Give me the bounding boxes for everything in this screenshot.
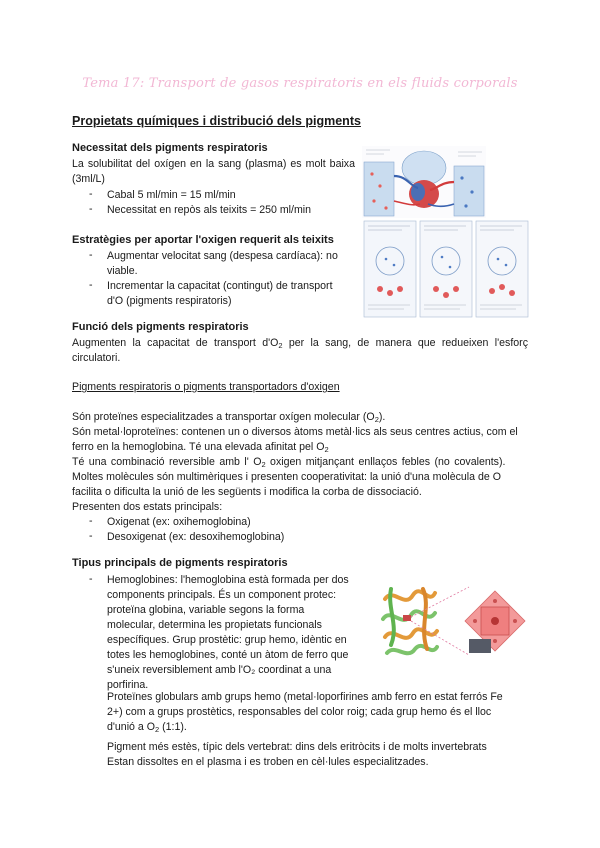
bullet-dash: - — [89, 515, 93, 527]
hb-line: components principals. És un component protec: — [107, 589, 337, 601]
bullet-dash: - — [89, 530, 93, 542]
list-item-velocitat: Augmentar velocitat sang (despesa cardíaca): no — [107, 250, 338, 262]
paragraph-estats: Presenten dos estats principals: — [72, 501, 223, 513]
section-heading-estrategies: Estratègies per aportar l'oxigen requerit als teixits — [72, 234, 334, 246]
paragraph-combinacio: Té una combinació reversible amb l' $O_2$ oxigen mitjançant enllaços febles (no covalents). — [72, 456, 506, 469]
section-heading-tipus: Tipus principals de pigments respiratoris — [72, 557, 288, 569]
paragraph-solubilitat: La solubilitat del oxígen en la sang (plasma) es molt baixa (3ml/L) — [72, 158, 355, 186]
bullet-dash: - — [89, 249, 93, 261]
list-item-cabal: Cabal 5 ml/min = 15 ml/min — [107, 189, 236, 201]
paragraph-globulars-l3: d'unió a $O_2$ (1:1). — [107, 721, 187, 734]
hb-line: porfirina. — [107, 679, 149, 691]
hb-line: s'uneix reversiblement amb l'O₂ coordinat a una — [107, 664, 332, 676]
bullet-dash: - — [89, 573, 93, 585]
paragraph-metalloproteines: Són metal·loproteïnes: contenen un o diversos àtoms metàl·lics als seus centres actius, com el ferro en la hemoglobina. Té una elevada afinitat pel $O_2$ — [72, 426, 518, 455]
bullet-dash: - — [89, 188, 93, 200]
section-heading-funcio: Funció dels pigments respiratoris — [72, 321, 249, 333]
hb-line: proteïna globina, variable segons la forma — [107, 604, 305, 616]
bullet-dash: - — [89, 203, 93, 215]
hb-line: específiques. Grup prostètic: grup hemo, idèntic en — [107, 634, 347, 646]
bullet-dash: - — [89, 279, 93, 291]
section-heading-necessitat: Necessitat dels pigments respiratoris — [72, 142, 268, 154]
paragraph-funcio: Augmenten la capacitat de transport $d'O_2$ per la sang, de manera que redueixen l'esforç circulatori. — [72, 337, 528, 365]
section-heading-pigments: Pigments respiratoris o pigments transportadors d'oxigen — [72, 381, 340, 393]
paragraph-globulars-l1: Proteïnes globulars amb grups hemo (metal·loporfirines amb ferro en estat ferrós Fe — [107, 691, 503, 703]
list-item-capacitat: Incrementar la capacitat (contingut) de transport — [107, 280, 333, 292]
hemoglobin-structure — [377, 579, 527, 663]
paragraph-multimeriques: Moltes molècules són multimèriques i presenten cooperativitat: la unió d'una molècula de O facilita o dificulta la unió de les següents i modifica la corba de dissociació. — [72, 471, 501, 499]
gas-exchange-panels — [362, 219, 530, 319]
document-title: Tema 17: Transport de gasos respiratoris en els fluids corporals — [82, 76, 518, 91]
hb-line: totes les hemoglobines, conté un àtom de ferro que — [107, 649, 349, 661]
main-heading: Propietats químiques i distribució dels pigments — [72, 114, 361, 128]
list-item-desoxigenat: Desoxigenat (ex: desoxihemoglobina) — [107, 531, 285, 543]
paragraph-pigment-l1: Pigment més estès, típic dels vertebrat: dins dels eritròcits i de molts invertebrats — [107, 741, 487, 753]
list-item-necessitat-repos: Necessitat en repòs als teixits = 250 ml/min — [107, 204, 312, 216]
hb-line: Hemoglobines: l'hemoglobina està formada per dos — [107, 574, 349, 586]
list-item-oxigenat: Oxigenat (ex: oxihemoglobina) — [107, 516, 251, 528]
paragraph-proteines: Són proteïnes especialitzades a transportar oxígen molecular $(O_2)$. — [72, 411, 386, 424]
paragraph-globulars-l2: 2+) com a grups prostètics, responsables del color roig; cada grup hemo és el lloc — [107, 706, 492, 718]
paragraph-pigment-l2: Estan dissoltes en el plasma i es troben en cèl·lules especialitzades. — [107, 756, 429, 768]
list-item-velocitat-cont: viable. — [107, 265, 138, 277]
circulation-diagram — [362, 146, 486, 218]
list-item-capacitat-cont: d'O (pigments respiratoris) — [107, 295, 232, 307]
hb-line: molecular, determina les propietats funcionals — [107, 619, 322, 631]
